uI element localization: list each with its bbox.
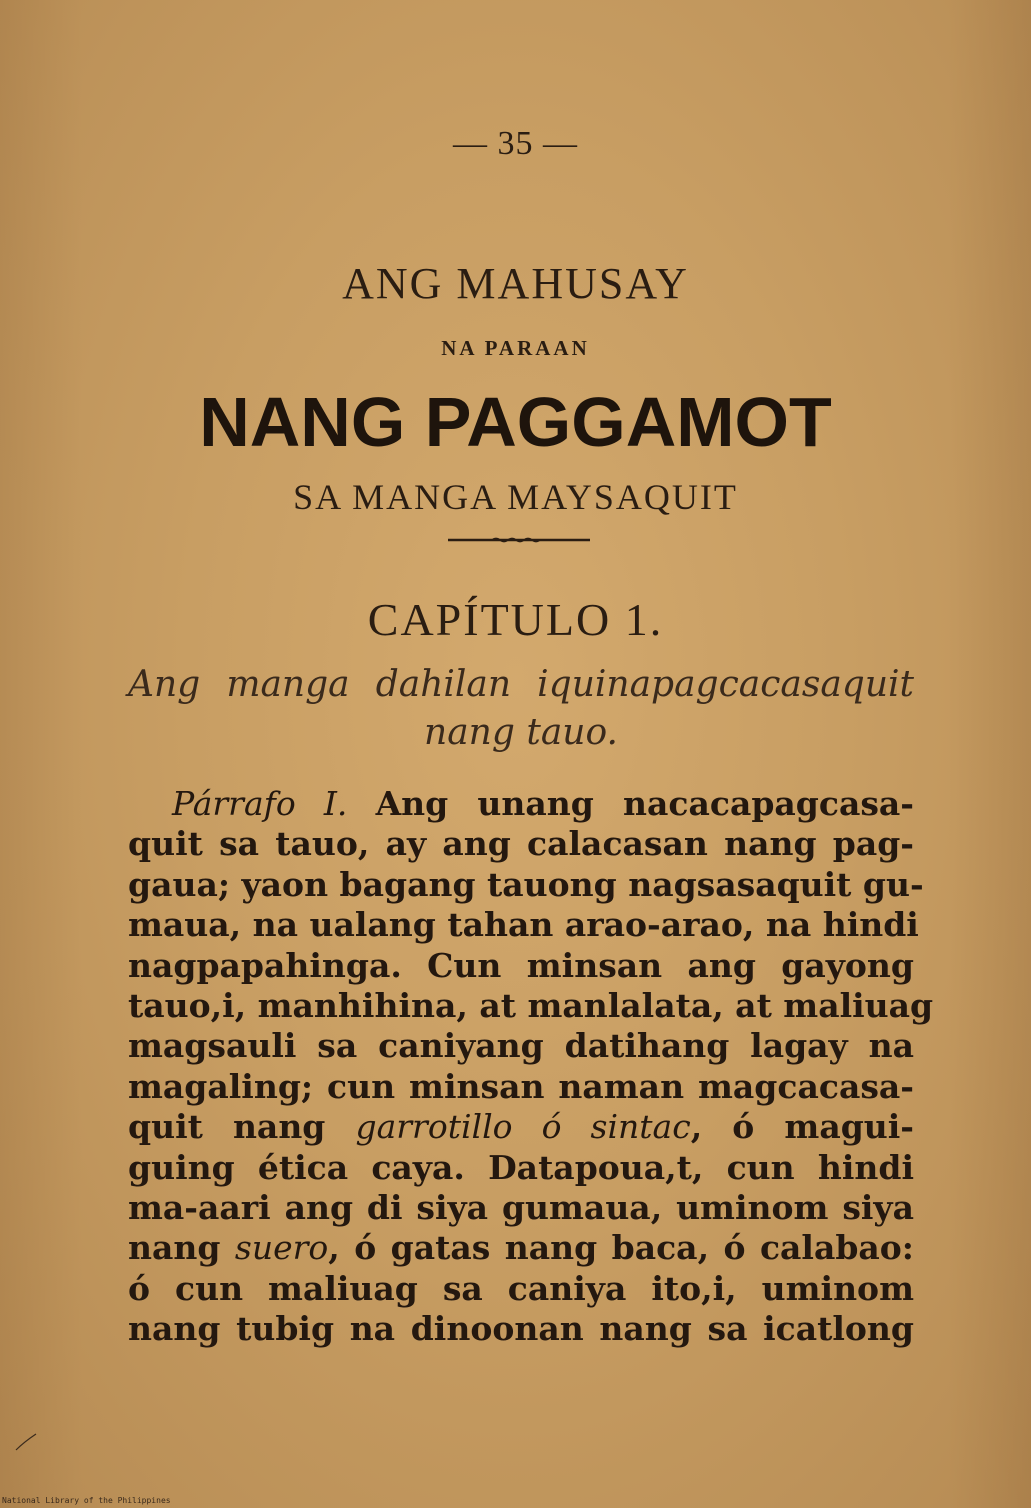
paragraph-line bbox=[128, 1269, 914, 1309]
italic-term: garrotillo ó sintac bbox=[355, 1107, 691, 1147]
text-run: , ó gatas nang baca, ó calabao: bbox=[328, 1228, 914, 1268]
text-run: nang bbox=[128, 1228, 235, 1268]
paragraph-line bbox=[128, 1067, 914, 1107]
text-run: magaling; cun minsan naman magcacasa- bbox=[128, 1066, 914, 1106]
text-run: nang tubig na dinoonan nang sa icatlong bbox=[128, 1309, 914, 1349]
subtitle-word: Ang bbox=[128, 664, 201, 705]
page-mark bbox=[14, 1428, 38, 1452]
subtitle-word: dahilan bbox=[375, 664, 512, 705]
paragraph-line bbox=[128, 985, 934, 1026]
paragraph-line bbox=[128, 1026, 914, 1066]
text-run: nagpapahinga. Cun minsan ang gayong bbox=[128, 945, 914, 985]
paragraph-line bbox=[128, 1309, 914, 1349]
paragraph-label: Párrafo I. bbox=[172, 784, 376, 823]
text-run: Ang unang nacacapagcasa- bbox=[375, 784, 914, 823]
paragraph-line bbox=[128, 1148, 914, 1188]
ornamental-divider bbox=[448, 536, 590, 544]
text-run: gaua; yaon bagang tauong nagsasaquit gu- bbox=[128, 864, 924, 904]
subtitle-line-1 bbox=[128, 664, 914, 712]
text-run: ó cun maliuag sa caniya ito,i, uminom bbox=[128, 1268, 914, 1308]
title-line-4: SA MANGA MAYSAQUIT bbox=[293, 477, 738, 517]
subtitle-word: iquinapagcacasaquit bbox=[537, 664, 914, 705]
chapter-heading: CAPÍTULO 1. bbox=[367, 594, 664, 645]
title-line-3: NANG PAGGAMOT bbox=[199, 383, 832, 461]
paragraph-line bbox=[128, 1228, 914, 1268]
page-number: — 35 — bbox=[453, 125, 578, 162]
title-line-2: NA PARAAN bbox=[441, 336, 590, 360]
text-run: maua, na ualang tahan arao-arao, na hindi bbox=[128, 905, 919, 945]
paragraph-line bbox=[128, 1107, 914, 1147]
title-line-1: ANG MAHUSAY bbox=[342, 259, 689, 308]
paragraph-line bbox=[128, 824, 914, 864]
italic-term: suero bbox=[234, 1228, 329, 1268]
text-run: quit nang bbox=[128, 1107, 356, 1147]
subtitle-line-2: nang tauo. bbox=[424, 712, 618, 753]
paragraph-line bbox=[128, 1188, 914, 1228]
text-run: tauo,i, manhihina, at manlalata, at maliuag bbox=[128, 985, 934, 1025]
paragraph-line bbox=[128, 905, 919, 945]
chapter-subtitle bbox=[128, 664, 914, 760]
text-run: guing ética caya. Datapoua,t, cun hindi bbox=[128, 1147, 914, 1187]
text-run: , ó magui- bbox=[690, 1107, 915, 1147]
text-run: quit sa tauo, ay ang calacasan nang pag- bbox=[128, 824, 914, 864]
text-run: ma-aari ang di siya gumaua, uminom siya bbox=[128, 1187, 914, 1227]
paragraph-line bbox=[128, 864, 924, 905]
text-run: magsauli sa caniyang datihang lagay na bbox=[128, 1026, 914, 1066]
library-credit: National Library of the Philippines bbox=[2, 1496, 171, 1505]
paragraph-body bbox=[128, 784, 934, 1349]
subtitle-word: manga bbox=[226, 664, 350, 705]
paragraph-line bbox=[128, 784, 914, 824]
paragraph-line bbox=[128, 946, 914, 986]
